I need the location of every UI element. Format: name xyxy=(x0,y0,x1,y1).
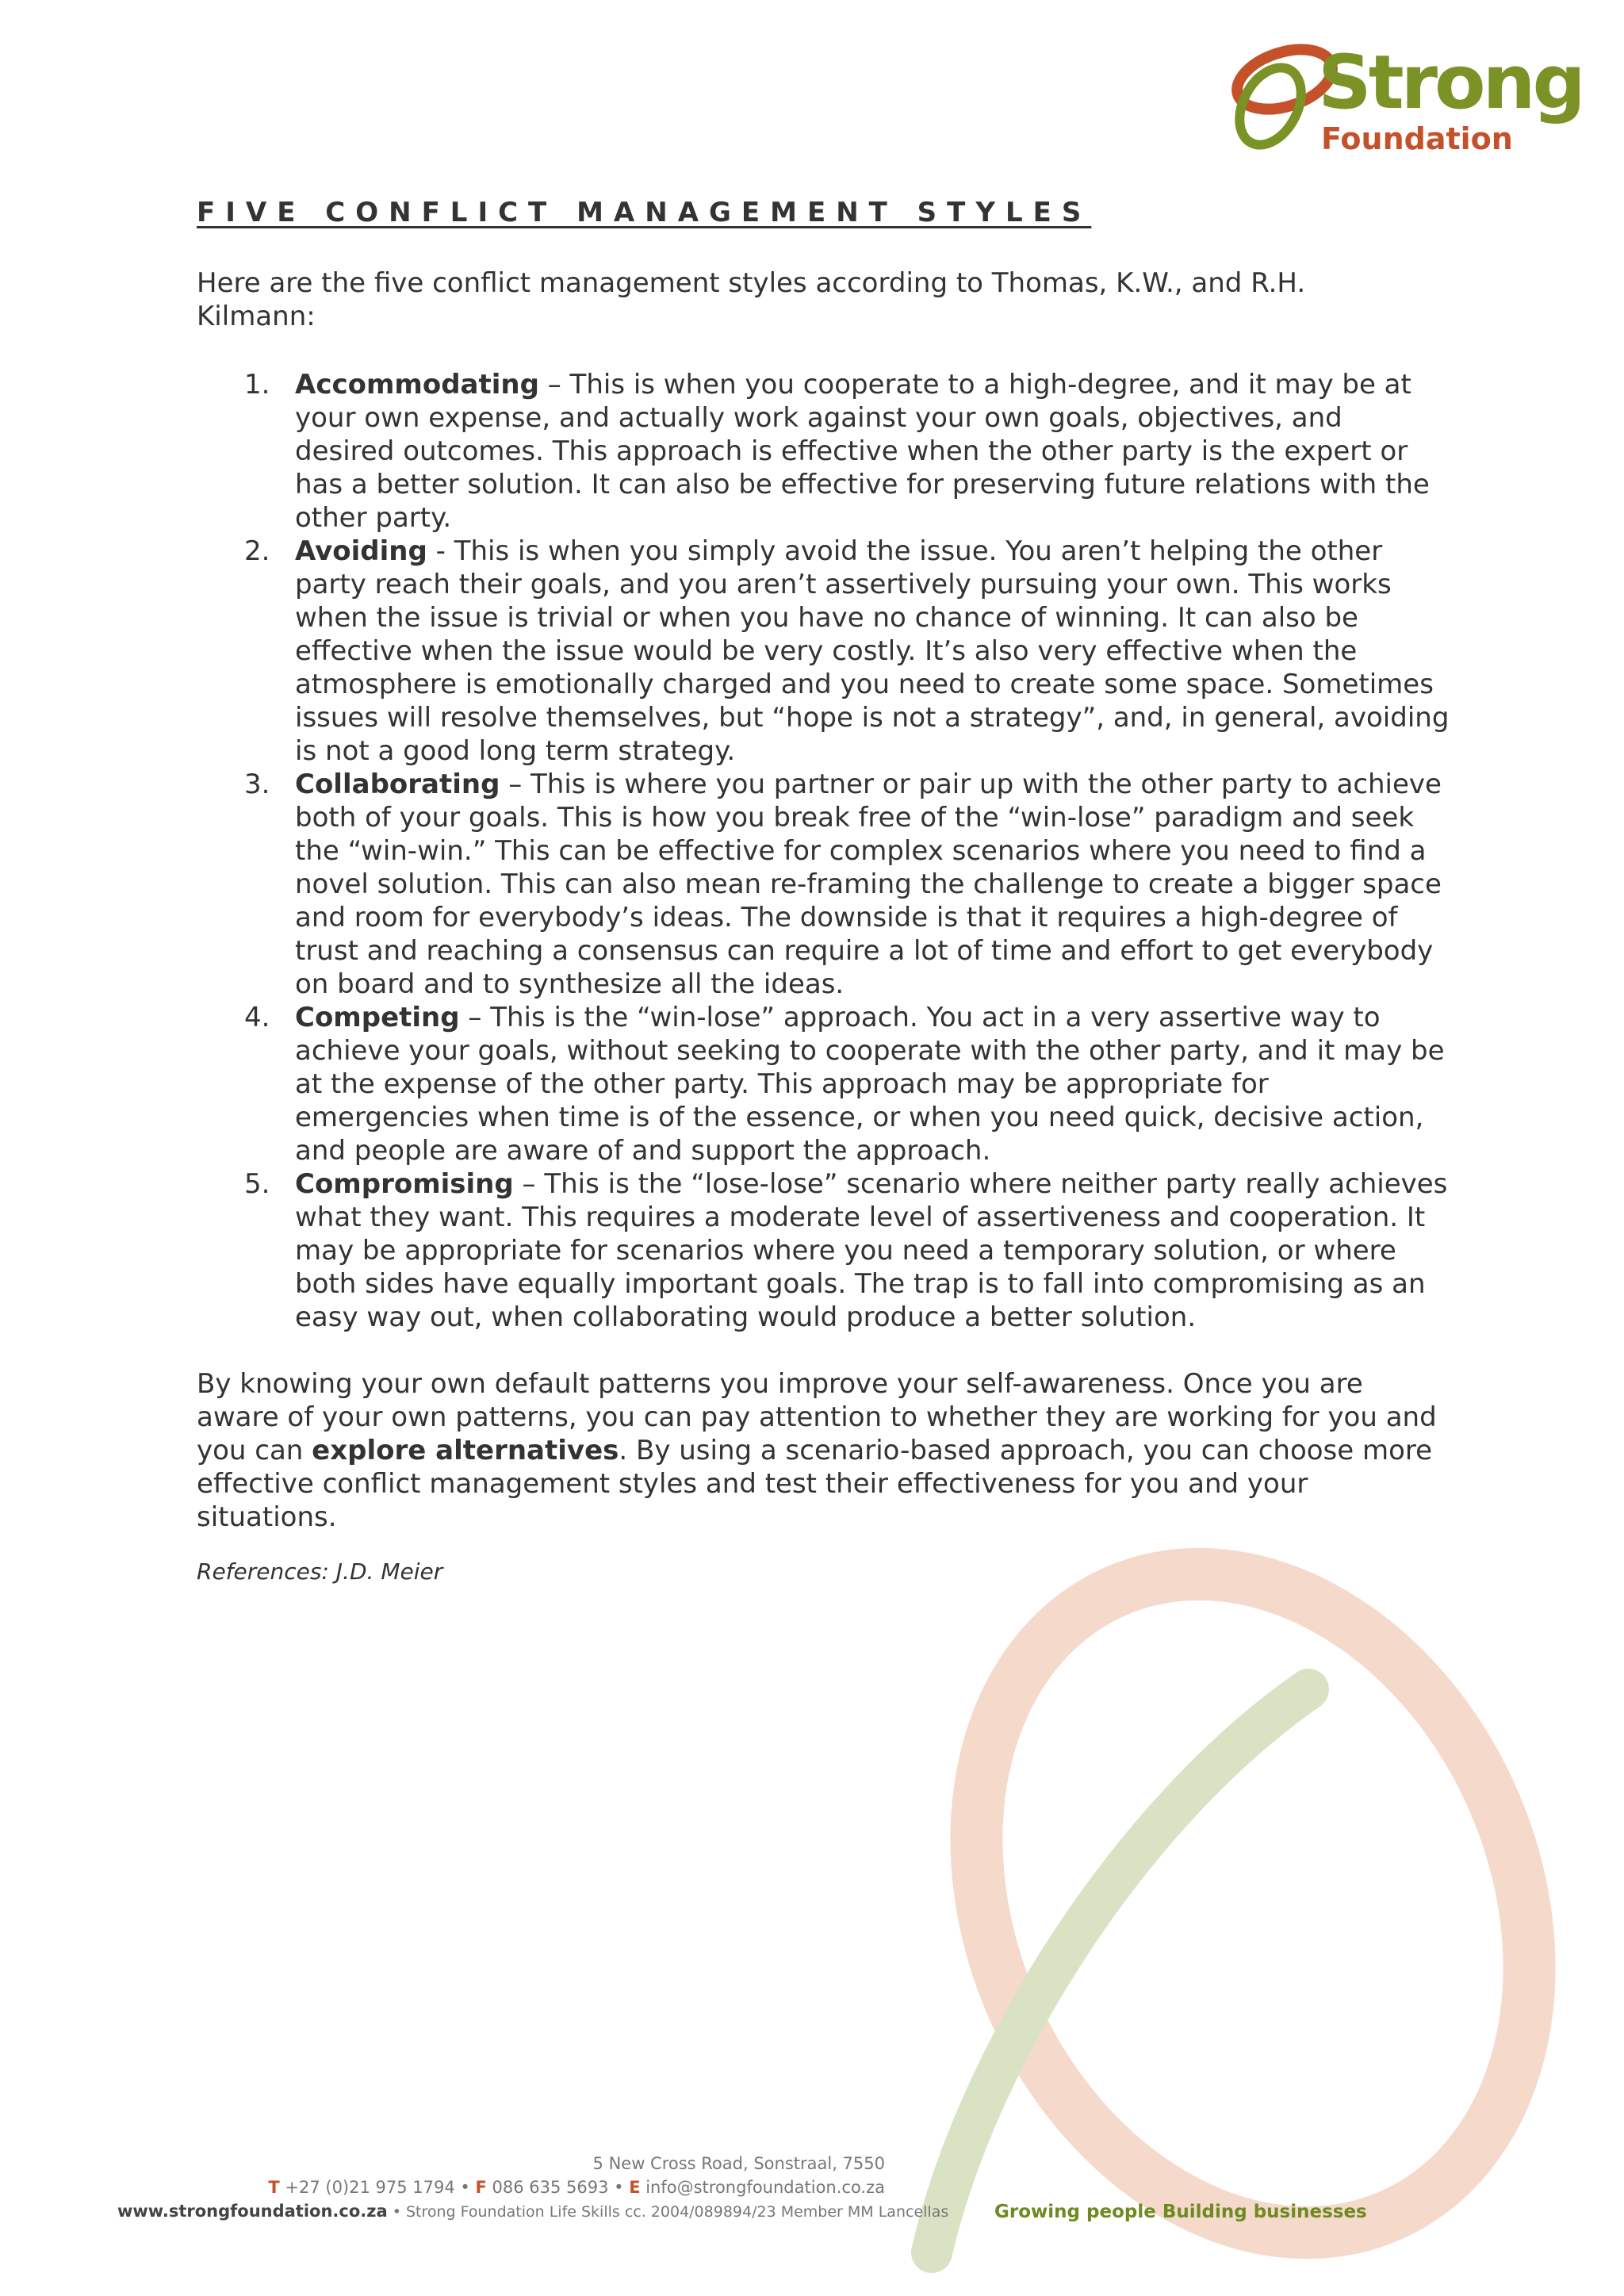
list-item-number: 5. xyxy=(244,1168,270,1200)
list-item xyxy=(197,1001,1450,1167)
list-item-number: 1. xyxy=(244,369,270,401)
style-name: Compromising xyxy=(295,1168,514,1200)
list-item xyxy=(197,535,1450,768)
references-note: References: J.D. Meier xyxy=(197,1558,443,1585)
tagline-part-b: Building businesses xyxy=(1162,2202,1367,2222)
list-item xyxy=(197,768,1450,1001)
closing-text-end: . By using a scenario-based approach, you can choose more effective conflict management styles and test their effectiveness for you and your situations. xyxy=(197,1435,1433,1533)
style-description: - This is when you simply avoid the issue. You aren’t helping the other party reach their goals, and you aren’t assertively pursuing your own. This works when the issue is trivial or when you have no chance of winning. It can also be effective when the issue would be very costly. It’s also very effective when the atmosphere is emotionally charged and you need to create some space. Sometimes issues will resolve themselves, but “hope is not a strategy”, and, in general, avoiding is not a good long term strategy. xyxy=(295,535,1450,767)
strong-foundation-logo xyxy=(1221,29,1583,163)
logo-word-foundation: Foundation xyxy=(1321,121,1513,156)
footer-phone: +27 (0)21 975 1794 • xyxy=(279,2178,476,2197)
list-item-number: 4. xyxy=(244,1002,270,1033)
style-description: – This is where you partner or pair up with the other party to achieve both of your goals. This is how you break free of the “win-lose” paradigm and seek the “win-win.” This can be effective for complex scenarios where you need to find a novel solution. This can also mean re-framing the challenge to create a bigger space and room for everybody’s ideas. The downside is that it requires a high-degree of trust and reaching a consensus can require a lot of time and effort to get everybody on board and to synthesize all the ideas. xyxy=(295,769,1442,1000)
closing-paragraph xyxy=(197,1367,1450,1534)
style-description: – This is when you cooperate to a high-degree, and it may be at your own expense, and actually work against your own goals, objectives, and desired outcomes. This approach is effective when the other party is the expert or has a better solution. It can also be effective for preserving future relations with the other party. xyxy=(295,369,1430,534)
closing-text-start: By knowing your own default patterns you improve your self-awareness. Once you are aware of your own patterns, you can pay attention to whether they are working for you and you can xyxy=(197,1368,1437,1466)
style-description: – This is the “win-lose” approach. You act in a very assertive way to achieve your goals, without seeking to cooperate with the other party, and it may be at the expense of the other party. This approach may be appropriate for emergencies when time is of the essence, or when you need quick, decisive action, and people are aware of and support the approach. xyxy=(295,1002,1445,1167)
footer-email[interactable]: info@strongfoundation.co.za xyxy=(640,2178,885,2197)
style-name: Competing xyxy=(295,1002,460,1033)
footer-tagline xyxy=(994,2202,1367,2222)
email-label: E xyxy=(629,2178,641,2197)
phone-label: T xyxy=(268,2178,280,2197)
footer-fax: 086 635 5693 • xyxy=(486,2178,630,2197)
footer-legal-text: • Strong Foundation Life Skills cc. 2004/089894/23 Member MM Lancellas xyxy=(387,2203,949,2221)
list-item-number: 2. xyxy=(244,535,270,567)
logo-word-strong: Strong xyxy=(1318,40,1583,126)
styles-list xyxy=(197,368,1450,1334)
style-name: Avoiding xyxy=(295,535,427,567)
document-title: FIVE CONFLICT MANAGEMENT STYLES xyxy=(197,197,1092,228)
document-body xyxy=(197,197,1450,1608)
style-description: – This is the “lose-lose” scenario where neither party really achieves what they want. This requires a moderate level of assertiveness and cooperation. It may be appropriate for scenarios where you need a temporary solution, or where both sides have equally important goals. The trap is to fall into compromising as an easy way out, when collaborating would produce a better solution. xyxy=(295,1168,1448,1333)
page-footer xyxy=(0,2141,1624,2260)
footer-address: 5 New Cross Road, Sonstraal, 7550 xyxy=(592,2154,885,2173)
footer-legal-line xyxy=(117,2202,948,2221)
style-name: Accommodating xyxy=(295,369,539,401)
footer-contact-line xyxy=(268,2178,885,2197)
list-item xyxy=(197,368,1450,535)
intro-paragraph: Here are the five conflict management styles according to Thomas, K.W., and R.H. Kilmann: xyxy=(197,267,1306,332)
style-name: Collaborating xyxy=(295,769,500,800)
footer-website-link[interactable]: www.strongfoundation.co.za xyxy=(117,2202,388,2221)
list-item-number: 3. xyxy=(244,769,270,800)
fax-label: F xyxy=(475,2178,487,2197)
closing-emphasis: explore alternatives xyxy=(312,1435,619,1466)
tagline-part-a: Growing people xyxy=(994,2202,1162,2222)
list-item xyxy=(197,1167,1450,1334)
